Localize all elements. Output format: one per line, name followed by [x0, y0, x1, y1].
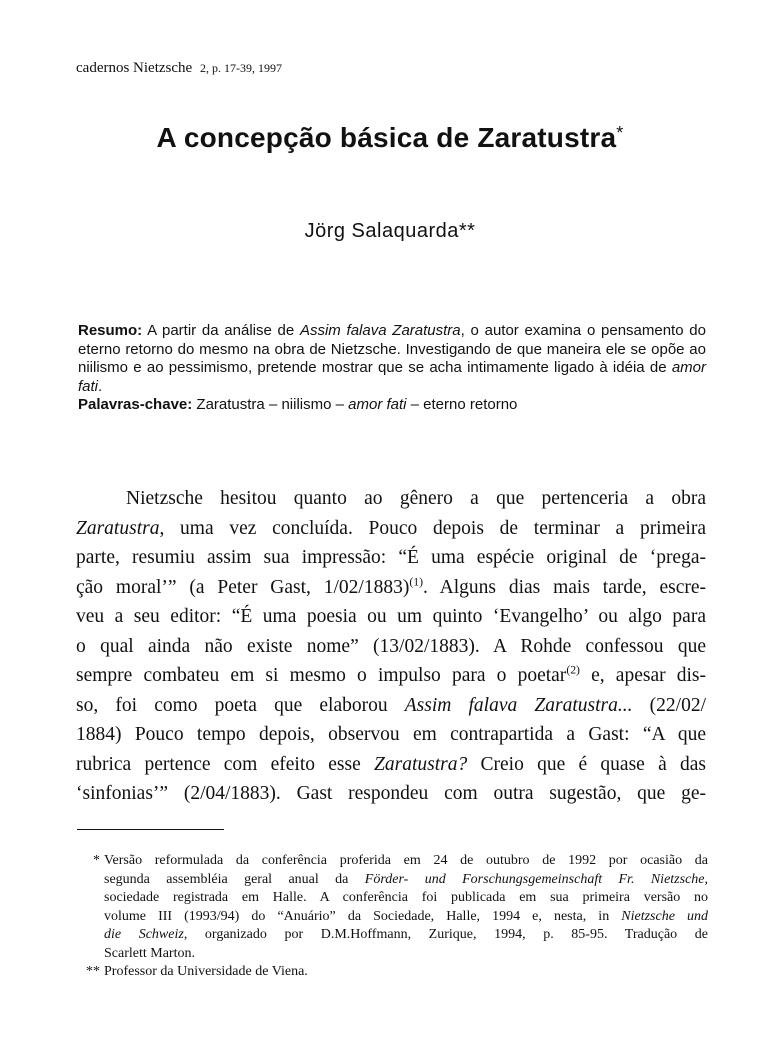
footnote-line: Scarlett Marton.	[104, 945, 195, 961]
body-text: so, foi como poeta que elaborou	[76, 694, 405, 716]
footnote-line	[104, 908, 708, 927]
body-text: Creio que é quase à das	[467, 753, 706, 775]
body-line: o qual ainda não existe nome” (13/02/1883). A Rohde confessou que	[76, 635, 706, 657]
body-text: (22/02/	[632, 694, 706, 716]
footnotes	[76, 852, 708, 982]
footnote-text: Professor da Universidade de Viena.	[104, 964, 308, 979]
keywords-term: amor fati	[348, 396, 407, 413]
body-line: Nietzsche hesitou quanto ao gênero a que pertenceria a obra	[126, 488, 706, 509]
body-text: sempre combateu em si mesmo o impulso para o poetar	[76, 665, 567, 686]
resumo-end: .	[98, 377, 103, 395]
work-title: Zaratustra?	[374, 753, 468, 775]
abstract	[78, 322, 706, 415]
book-title: die Schweiz	[104, 927, 184, 942]
footnote-line	[104, 871, 708, 890]
work-title: Assim falava Zaratustra...	[404, 694, 633, 716]
footnote-item	[76, 852, 708, 963]
keywords-paragraph	[78, 396, 706, 415]
body-line	[76, 661, 706, 691]
footnote-span: , organizado por D.M.Hoffmann, Zurique, 1994, p. 85-95. Tradução de	[183, 927, 708, 942]
body-text: e, apesar dis-	[579, 665, 707, 686]
resumo-work-title: Assim falava Zaratustra	[299, 322, 461, 339]
article-title	[0, 122, 780, 154]
footnote-item	[76, 963, 708, 982]
endnote-marker: (1)	[409, 575, 423, 588]
society-name: Förder- und Forschungsgemeinschaft Fr. Nietzsche	[364, 871, 705, 887]
body-paragraph	[76, 484, 706, 809]
resumo-text-2: , o autor examina o pensamento do eterno retorno do mesmo na obra de Nietzsche. Investigando de que maneira ele se opõe ao niilismo e ao pessimismo, pretende mostrar que se acha intimamente ligado à idéia de	[78, 322, 706, 376]
journal-reference: 2, p. 17-39, 1997	[199, 61, 282, 75]
body-line	[76, 514, 706, 544]
body-text: ção moral’” (a Peter Gast, 1/02/1883)	[76, 576, 410, 598]
resumo-term: amor fati	[78, 359, 706, 395]
body-line	[76, 691, 706, 721]
body-line	[76, 750, 706, 780]
keywords-label: Palavras-chave:	[78, 396, 193, 413]
footnote-mark: *	[93, 853, 100, 868]
keywords-text-2: – eterno retorno	[406, 396, 518, 413]
journal-name: cadernos Nietzsche	[76, 60, 193, 76]
body-text: , uma vez concluída. Pouco depois de terminar a primeira	[159, 517, 706, 539]
footnote-mark: **	[86, 964, 100, 979]
body-line: 1884) Pouco tempo depois, observou em contrapartida a Gast: “A que	[76, 724, 706, 745]
footnote-span: volume III (1993/94) do “Anuário” da Sociedade, Halle, 1994 e, nesta, in	[104, 908, 622, 924]
endnote-marker: (2)	[566, 663, 580, 677]
footnote-text	[104, 852, 708, 963]
body-line: parte, resumiu assim sua impressão: “É uma espécie original de ‘prega-	[76, 547, 706, 568]
keywords-text-1: Zaratustra – niilismo –	[192, 396, 349, 413]
article-title-text: A concepção básica de Zaratustra	[156, 122, 617, 153]
work-title: Zaratustra	[76, 517, 160, 539]
body-line	[76, 573, 706, 603]
body-line: veu a seu editor: “É uma poesia ou um quinto ‘Evangelho’ ou algo para	[76, 606, 706, 627]
footnote-span: ,	[704, 871, 708, 887]
body-text: . Alguns dias mais tarde, escre-	[423, 576, 707, 598]
book-title: Nietzsche und	[621, 908, 708, 924]
footnote-line: Versão reformulada da conferência proferida em 24 de outubro de 1992 por ocasião da	[104, 853, 708, 868]
running-head	[76, 60, 282, 77]
title-footnote-mark: *	[616, 123, 624, 143]
resumo-text-1: A partir da análise de	[142, 322, 300, 339]
resumo-paragraph	[78, 322, 706, 396]
footnote-line	[104, 926, 708, 945]
resumo-label: Resumo:	[78, 322, 143, 339]
body-line: ‘sinfonias’” (2/04/1883). Gast respondeu com outra sugestão, que ge-	[76, 783, 706, 804]
body-text: rubrica pertence com efeito esse	[76, 753, 375, 775]
author-name: Jörg Salaquarda**	[304, 220, 476, 242]
footnote-span: segunda assembléia geral anual da	[104, 871, 365, 887]
footnote-divider	[77, 829, 224, 830]
footnote-line: sociedade registrada em Halle. A conferência foi publicada em sua primeira versão no	[104, 890, 708, 905]
